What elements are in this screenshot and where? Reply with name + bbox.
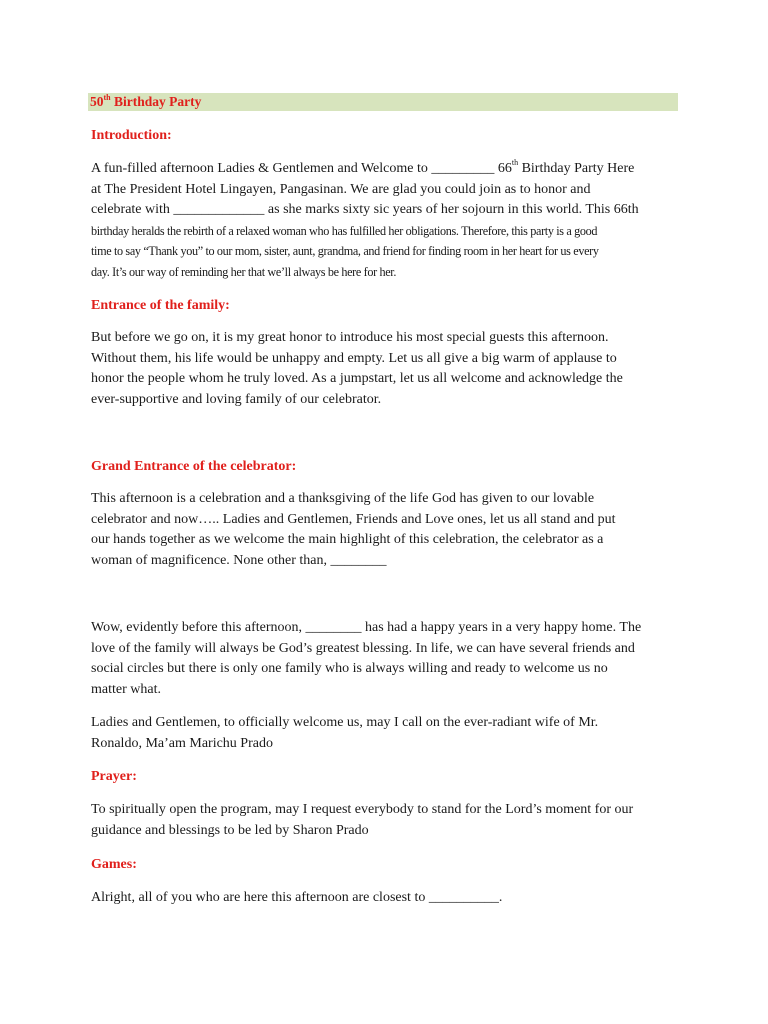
paragraph-prayer [91,800,691,841]
paragraph-family-entrance [91,328,691,410]
text-line: matter what. [91,681,161,697]
text-line: birthday heralds the rebirth of a relaxed woman who has fulfilled her obligations. Therefore, this party is a good [91,223,598,238]
text-line: celebrator and now….. Ladies and Gentlemen, Friends and Love ones, let us all stand and put [91,511,616,527]
text-line: Ronaldo, Ma’am Marichu Prado [91,735,273,751]
paragraph-family-blessing [91,618,691,700]
paragraph-celebrator-entrance [91,489,691,571]
text-line: Ladies and Gentlemen, to officially welcome us, may I call on the ever-radiant wife of Mr. [91,715,599,730]
text-line: Without them, his life would be unhappy and empty. Let us all give a big warm of applause to [91,350,617,366]
text-line: our hands together as we welcome the main highlight of this celebration, the celebrator as a [91,532,604,547]
text-line: But before we go on, it is my great honor to introduce his most special guests this afternoon. [91,330,609,345]
heading-family-entrance: Entrance of the family: [91,298,230,313]
text-line: guidance and blessings to be led by Sharon Prado [91,822,369,838]
document-title: 50th Birthday Party [90,92,202,109]
text-line: Alright, all of you who are here this afternoon are closest to __________. [91,890,503,905]
text-line: woman of magnificence. None other than, ________ [91,552,387,568]
paragraph-games [91,888,691,909]
heading-introduction: Introduction: [91,128,172,143]
heading-prayer: Prayer: [91,769,137,784]
text-line: Wow, evidently before this afternoon, ________ has had a happy years in a very happy home. The [91,620,642,635]
text-line: time to say “Thank you” to our mom, sister, aunt, grandma, and friend for finding room in her heart for us every [91,244,599,258]
text-line: honor the people whom he truly loved. As a jumpstart, let us all welcome and acknowledge the [91,371,623,386]
paragraph-official-welcome [91,713,691,754]
text-line: celebrate with _____________ as she marks sixty sic years of her sojourn in this world. This 66th [91,202,639,217]
text-line: day. It’s our way of reminding her that we’ll always be here for her. [91,264,397,279]
heading-games: Games: [91,857,137,872]
text-line: ever-supportive and loving family of our celebrator. [91,391,382,407]
heading-celebrator-entrance: Grand Entrance of the celebrator: [91,459,297,474]
text-line: love of the family will always be God’s greatest blessing. In life, we can have several friends and [91,640,635,656]
text-line: To spiritually open the program, may I request everybody to stand for the Lord’s moment for our [91,802,634,817]
text-line: at The President Hotel Lingayen, Pangasinan. We are glad you could join as to honor and [91,181,591,197]
text-line: social circles but there is only one family who is always willing and ready to welcome us no [91,661,608,676]
text-line: This afternoon is a celebration and a thanksgiving of the life God has given to our lovable [91,491,595,506]
paragraph-introduction [91,159,691,282]
text-line: A fun-filled afternoon Ladies & Gentlemen and Welcome to _________ 66th Birthday Party Here [91,158,635,176]
